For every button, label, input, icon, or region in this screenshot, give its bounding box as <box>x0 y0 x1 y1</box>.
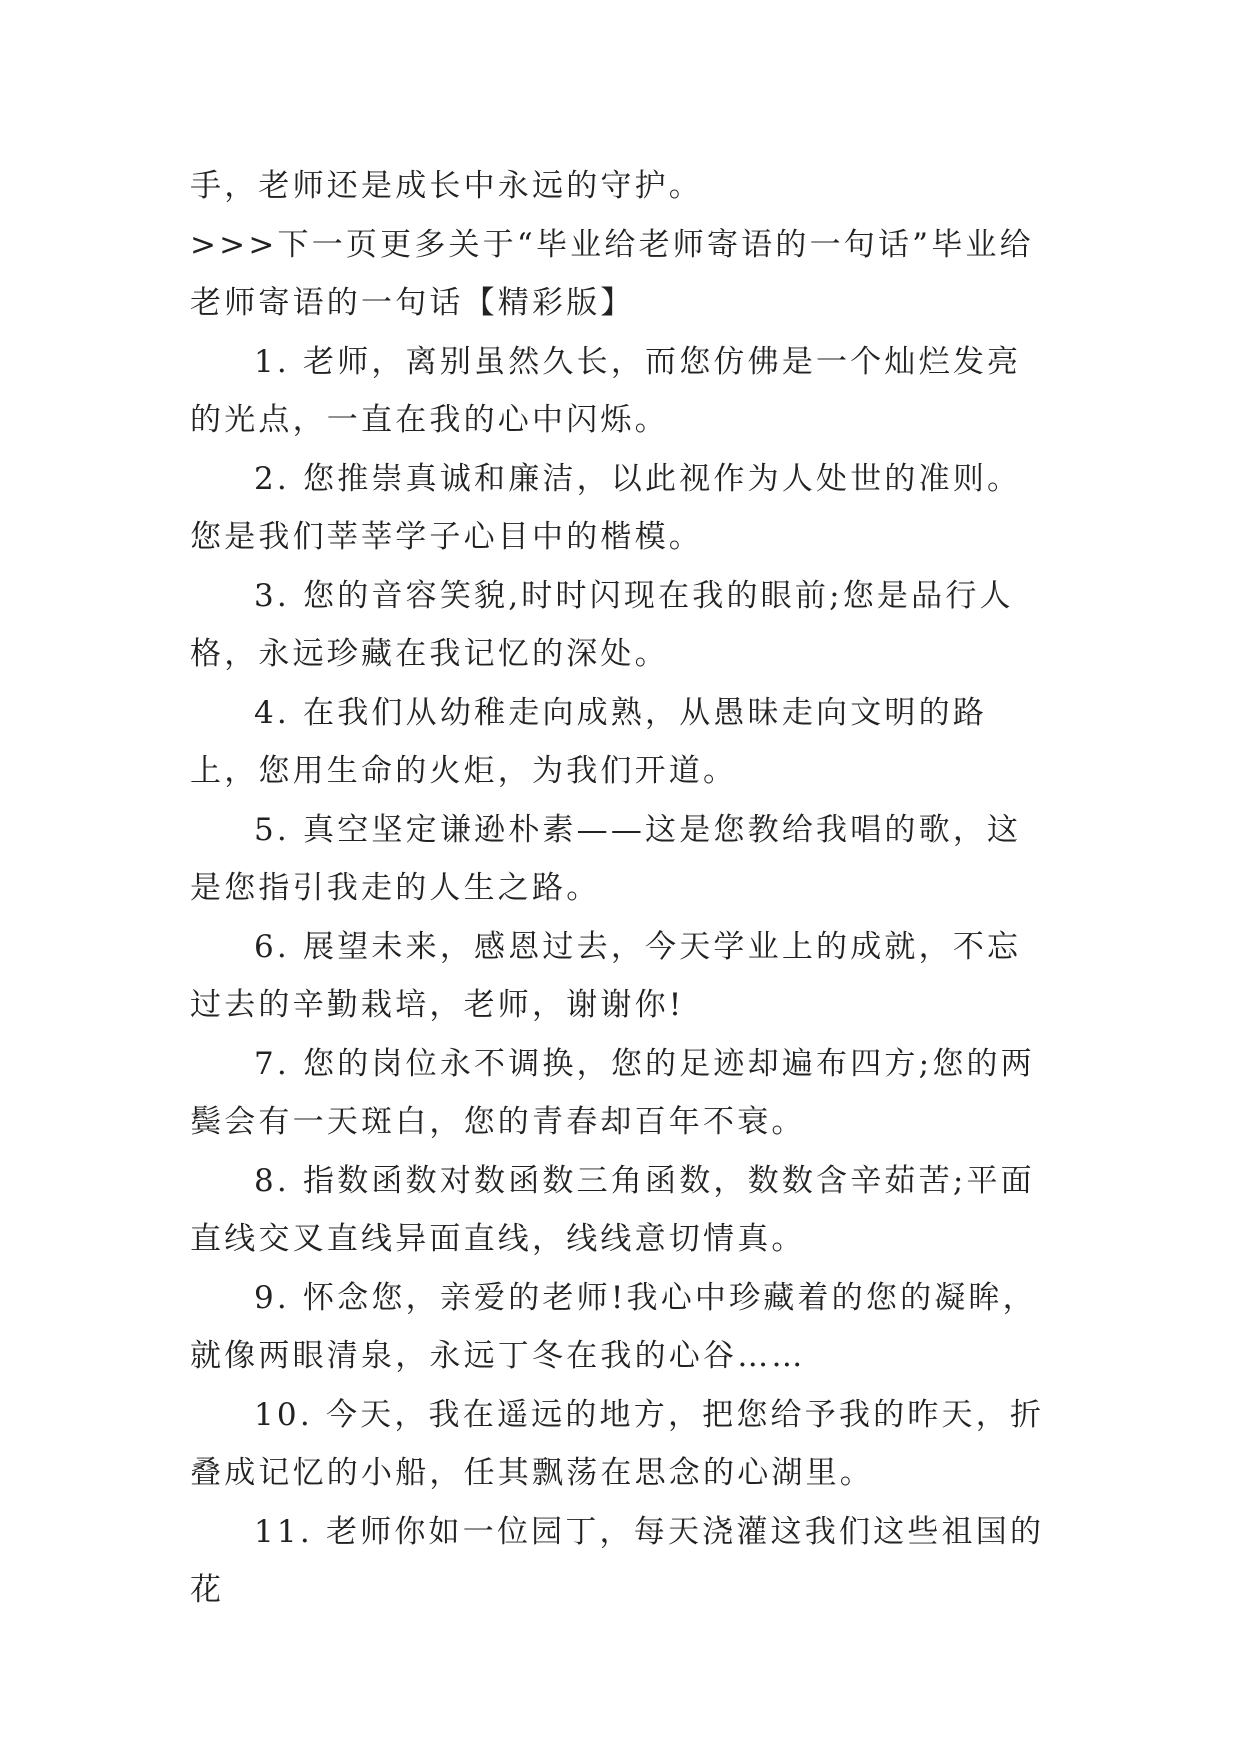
list-item: 9. 怀念您，亲爱的老师!我心中珍藏着的您的凝眸，就像两眼清泉，永远丁冬在我的心谷…… <box>190 1279 1037 1374</box>
document-body <box>190 157 1050 1620</box>
next-page-link[interactable]: >>>下一页更多关于“毕业给老师寄语的一句话”毕业给老师寄语的一句话【精彩版】 <box>190 226 1034 321</box>
list-item: 4. 在我们从幼稚走向成熟，从愚昧走向文明的路上，您用生命的火炬，为我们开道。 <box>190 694 988 789</box>
list-item: 6. 展望未来，感恩过去，今天学业上的成就，不忘过去的辛勤栽培，老师，谢谢你! <box>190 928 1022 1023</box>
list-item: 7. 您的岗位永不调换，您的足迹却遍布四方;您的两鬓会有一天斑白，您的青春却百年不衰。 <box>190 1045 1035 1140</box>
list-item: 3. 您的音容笑貌,时时闪现在我的眼前;您是品行人格，永远珍藏在我记忆的深处。 <box>190 577 1014 672</box>
list-item: 1. 老师，离别虽然久长，而您仿佛是一个灿烂发亮的光点，一直在我的心中闪烁。 <box>190 343 1022 438</box>
list-item: 5. 真空坚定谦逊朴素——这是您教给我唱的歌，这是您指引我走的人生之路。 <box>190 811 1022 906</box>
list-item: 8. 指数函数对数函数三角函数，数数含辛茹苦;平面直线交叉直线异面直线，线线意切情真。 <box>190 1162 1035 1257</box>
list-item: 11. 老师你如一位园丁，每天浇灌这我们这些祖国的花 <box>190 1513 1045 1608</box>
list-item: 2. 您推崇真诚和廉洁，以此视作为人处世的准则。您是我们莘莘学子心目中的楷模。 <box>190 460 1022 555</box>
list-item: 10. 今天，我在遥远的地方，把您给予我的昨天，折叠成记忆的小船，任其飘荡在思念的心湖里。 <box>190 1396 1045 1491</box>
continued-paragraph: 手，老师还是成长中永远的守护。 <box>190 168 703 204</box>
